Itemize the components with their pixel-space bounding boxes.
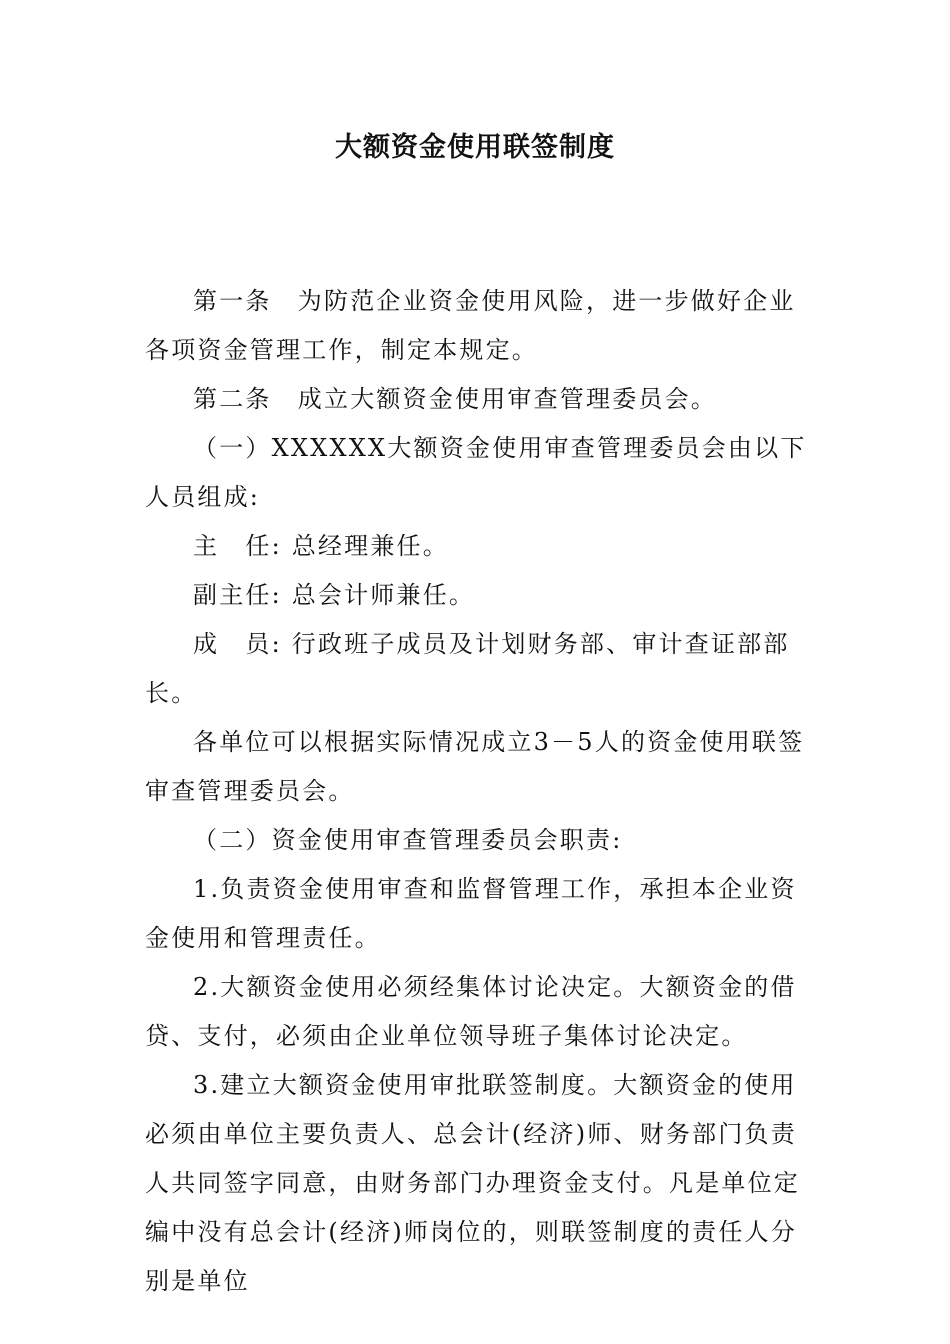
- document-title: 大额资金使用联签制度: [335, 132, 615, 163]
- paragraph-duty-3: 3.建立大额资金使用审批联签制度。大额资金的使用必须由单位主要负责人、总会计(经济)师、财务部门负责人共同签字同意，由财务部门办理资金支付。凡是单位定编中没有总会计(经济)师岗位的，则联签制度的责任人分别是单位: [145, 1071, 800, 1295]
- paragraph-article-2: 第二条 成立大额资金使用审查管理委员会。: [193, 385, 717, 413]
- paragraph-section-1: （一）XXXXXX大额资金使用审查管理委员会由以下人员组成:: [145, 434, 807, 511]
- paragraph-members: 成 员: 行政班子成员及计划财务部、审计查证部部长。: [145, 630, 790, 707]
- document-body: [145, 277, 815, 1306]
- paragraph-director: 主 任: 总经理兼任。: [193, 532, 449, 560]
- paragraph-duty-1: 1.负责资金使用审查和监督管理工作，承担本企业资金使用和管理责任。: [145, 875, 797, 952]
- paragraph-article-1: 第一条 为防范企业资金使用风险，进一步做好企业各项资金管理工作，制定本规定。: [145, 287, 796, 364]
- paragraph-unit-committee: 各单位可以根据实际情况成立3－5人的资金使用联签审查管理委员会。: [145, 728, 805, 805]
- paragraph-section-2: （二）资金使用审查管理委员会职责:: [193, 826, 623, 854]
- paragraph-duty-2: 2.大额资金使用必须经集体讨论决定。大额资金的借贷、支付，必须由企业单位领导班子集体讨论决定。: [145, 973, 797, 1050]
- paragraph-deputy-director: 副主任: 总会计师兼任。: [193, 581, 476, 609]
